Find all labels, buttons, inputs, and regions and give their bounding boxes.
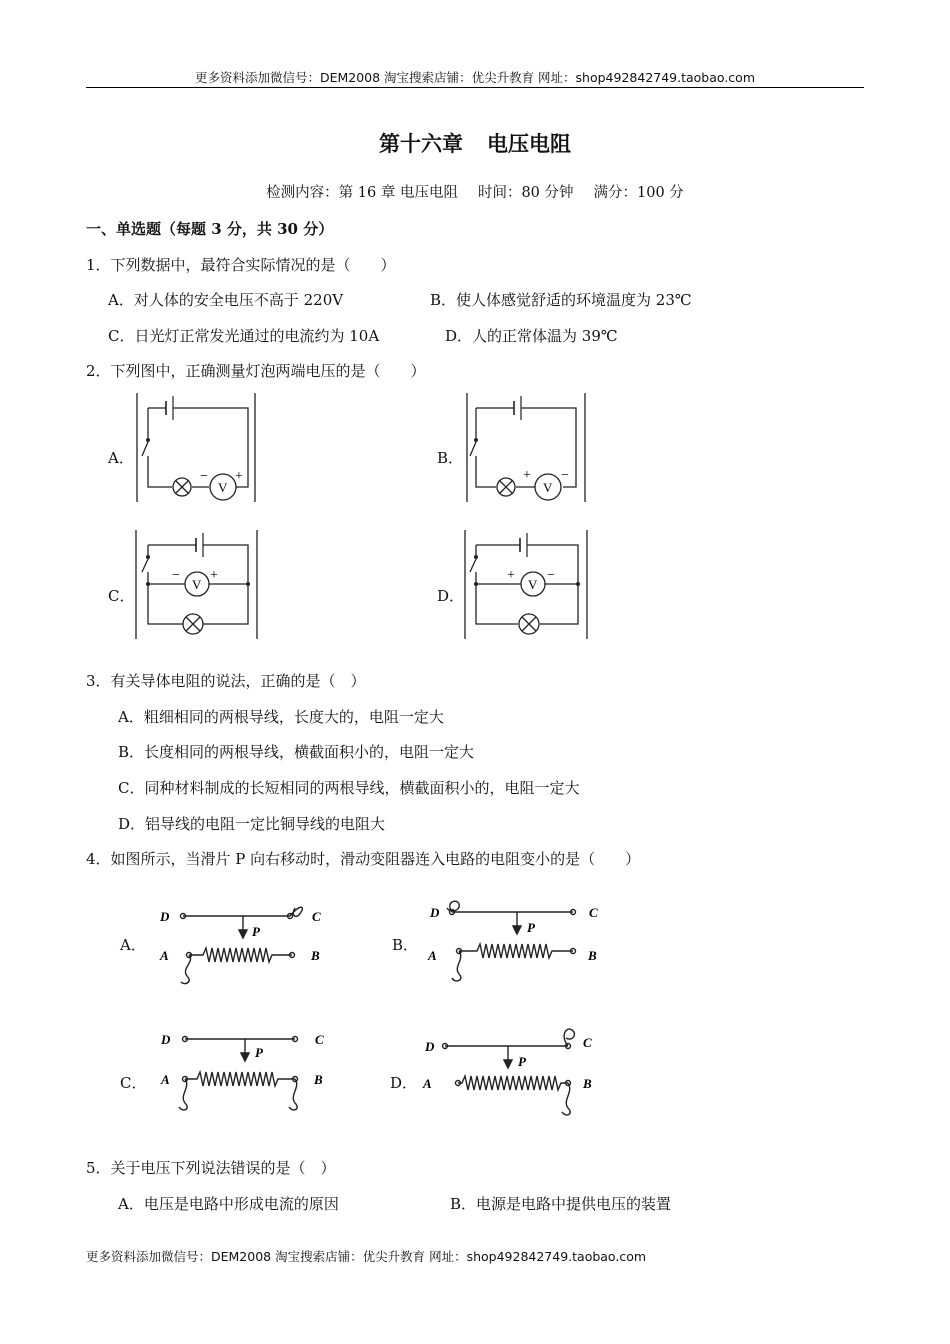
q2-b-minus-sign: − xyxy=(561,468,569,483)
q2-c-voltmeter-symbol: V xyxy=(192,577,202,592)
section-title: 一、单选题（每题 3 分，共 30 分） xyxy=(86,220,334,238)
q4-rheostat-c xyxy=(155,1025,340,1120)
page-title xyxy=(0,128,950,158)
q3-option-b: B．长度相同的两根导线，横截面积小的，电阻一定大 xyxy=(118,743,475,761)
q3-option-a: A．粗细相同的两根导线，长度大的，电阻一定大 xyxy=(118,708,444,726)
q4-rheostat-b xyxy=(425,894,610,989)
q4-b-terminal-a: A xyxy=(428,948,437,963)
q4-c-terminal-a: A xyxy=(161,1072,170,1087)
q4-d-terminal-a: A xyxy=(423,1076,432,1091)
q4-stem: 4．如图所示，当滑片 P 向右移动时，滑动变阻器连入电路的电阻变小的是（ ） xyxy=(86,850,641,868)
q4-d-slider-p: P xyxy=(518,1054,526,1069)
q4-b-terminal-c: C xyxy=(589,905,598,920)
q2-c-minus-sign: − xyxy=(172,568,180,583)
q4-a-terminal-b: B xyxy=(311,948,320,963)
q2-circuit-a xyxy=(130,390,260,505)
q2-circuit-d xyxy=(460,527,590,642)
q4-b-terminal-d: D xyxy=(430,905,440,920)
q4-a-terminal-c: C xyxy=(312,909,321,924)
q2-a-voltmeter-symbol: V xyxy=(218,480,228,495)
q4-a-slider-p: P xyxy=(252,924,260,939)
q4-d-terminal-c: C xyxy=(583,1035,592,1050)
q2-d-plus-sign: + xyxy=(507,568,515,583)
q2-label-b: B． xyxy=(437,449,464,467)
q4-rheostat-d xyxy=(420,1020,605,1120)
q4-label-b: B． xyxy=(392,936,419,954)
q4-label-a: A． xyxy=(120,936,146,954)
q2-c-plus-sign: + xyxy=(210,568,218,583)
q4-b-slider-p: P xyxy=(527,920,535,935)
q3-stem: 3．有关导体电阻的说法，正确的是（ ） xyxy=(86,672,366,690)
q2-a-plus-sign: + xyxy=(235,469,243,484)
q1-option-d: D．人的正常体温为 39℃ xyxy=(445,327,618,345)
q4-a-terminal-a: A xyxy=(160,948,169,963)
q4-label-d: D． xyxy=(390,1074,418,1092)
page-header: 更多资料添加微信号：DEM2008 淘宝搜索店铺：优尖升教育 网址：shop492842749.taobao.com xyxy=(194,70,756,85)
chapter-name: 电压电阻 xyxy=(487,131,571,156)
header-divider xyxy=(86,87,864,88)
q2-circuit-c xyxy=(130,527,260,642)
page-footer: 更多资料添加微信号：DEM2008 淘宝搜索店铺：优尖升教育 网址：shop492842749.taobao.com xyxy=(86,1249,647,1264)
q4-c-slider-p: P xyxy=(255,1045,263,1060)
q2-stem: 2．下列图中，正确测量灯泡两端电压的是（ ） xyxy=(86,362,426,380)
q2-a-minus-sign: − xyxy=(200,469,208,484)
meta-content: 检测内容：第 16 章 电压电阻 xyxy=(266,185,458,201)
q2-d-minus-sign: − xyxy=(547,568,555,583)
q4-d-terminal-d: D xyxy=(425,1039,435,1054)
meta-time: 时间：80 分钟 xyxy=(477,185,574,201)
exam-meta xyxy=(0,181,950,202)
q1-option-c: C．日光灯正常发光通过的电流约为 10A xyxy=(108,327,380,345)
q2-label-c: C． xyxy=(108,587,135,605)
q4-c-terminal-c: C xyxy=(315,1032,324,1047)
q3-option-c: C．同种材料制成的长短相同的两根导线，横截面积小的，电阻一定大 xyxy=(118,779,580,797)
q2-d-voltmeter-symbol: V xyxy=(528,577,538,592)
q4-b-terminal-b: B xyxy=(588,948,597,963)
q4-d-terminal-b: B xyxy=(583,1076,592,1091)
meta-score: 满分：100 分 xyxy=(593,185,684,201)
q1-option-b: B．使人体感觉舒适的环境温度为 23℃ xyxy=(430,291,692,309)
q2-circuit-b xyxy=(460,390,590,505)
q4-label-c: C． xyxy=(120,1074,147,1092)
q3-option-d: D．铝导线的电阻一定比铜导线的电阻大 xyxy=(118,815,386,833)
q2-label-a: A． xyxy=(108,449,134,467)
q5-option-a: A．电压是电路中形成电流的原因 xyxy=(118,1195,339,1213)
chapter-number: 第十六章 xyxy=(379,131,463,156)
q4-c-terminal-d: D xyxy=(161,1032,171,1047)
q4-c-terminal-b: B xyxy=(314,1072,323,1087)
q5-option-b: B．电源是电路中提供电压的装置 xyxy=(450,1195,672,1213)
q5-stem: 5．关于电压下列说法错误的是（ ） xyxy=(86,1159,336,1177)
q2-b-plus-sign: + xyxy=(523,468,531,483)
q4-rheostat-a xyxy=(155,898,335,988)
q2-label-d: D． xyxy=(437,587,465,605)
q1-option-a: A．对人体的安全电压不高于 220V xyxy=(108,291,344,309)
q4-a-terminal-d: D xyxy=(160,909,170,924)
q1-stem: 1．下列数据中，最符合实际情况的是（ ） xyxy=(86,256,396,274)
q2-b-voltmeter-symbol: V xyxy=(543,480,553,495)
